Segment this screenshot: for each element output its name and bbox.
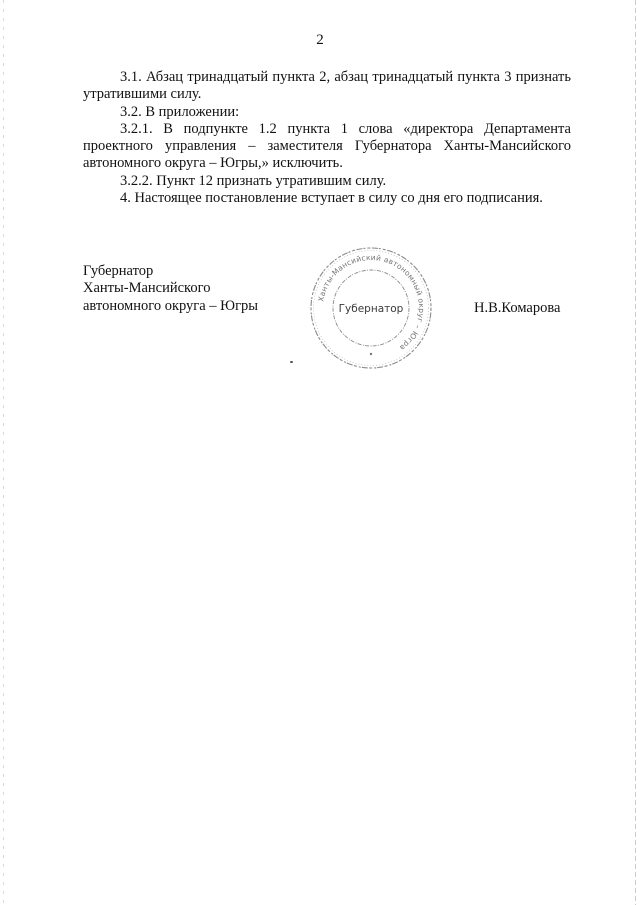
scan-edge-right bbox=[635, 0, 636, 905]
signatory-title-line: автономного округа – Югры bbox=[83, 297, 259, 314]
scan-speck bbox=[290, 361, 293, 363]
stamp-center-text: Губернатор bbox=[338, 303, 404, 315]
paragraph-4: 4. Настоящее постановление вступает в силу со дня его подписания. bbox=[120, 190, 543, 207]
paragraph-3-2-1: 3.2.1. В подпункте 1.2 пункта 1 слова «директора Департамента проектного управления – заместителя Губернатора Ханты-Мансийского автономного округа – Югры,» исключить. bbox=[83, 120, 571, 172]
paragraph-3-2-2: 3.2.2. Пункт 12 признать утратившим силу. bbox=[120, 172, 387, 189]
page-number: 2 bbox=[316, 32, 324, 48]
scan-edge-left bbox=[3, 0, 4, 905]
paragraph-3-1: 3.1. Абзац тринадцатый пункта 2, абзац тринадцатый пункта 3 признать утратившими силу. bbox=[83, 69, 571, 103]
signatory-name: Н.В.Комарова bbox=[474, 300, 561, 316]
signatory-title-line: Губернатор bbox=[83, 263, 154, 279]
stamp-ring-text: Ханты-Мансийский автономный округ – Югра bbox=[316, 252, 427, 353]
signatory-title-line: Ханты-Мансийского bbox=[83, 280, 211, 297]
paragraph-3-2: 3.2. В приложении: bbox=[120, 103, 240, 120]
official-stamp bbox=[306, 243, 436, 373]
signatory-title bbox=[83, 263, 258, 315]
document-body bbox=[83, 69, 571, 207]
stamp-seal-icon bbox=[306, 243, 436, 373]
